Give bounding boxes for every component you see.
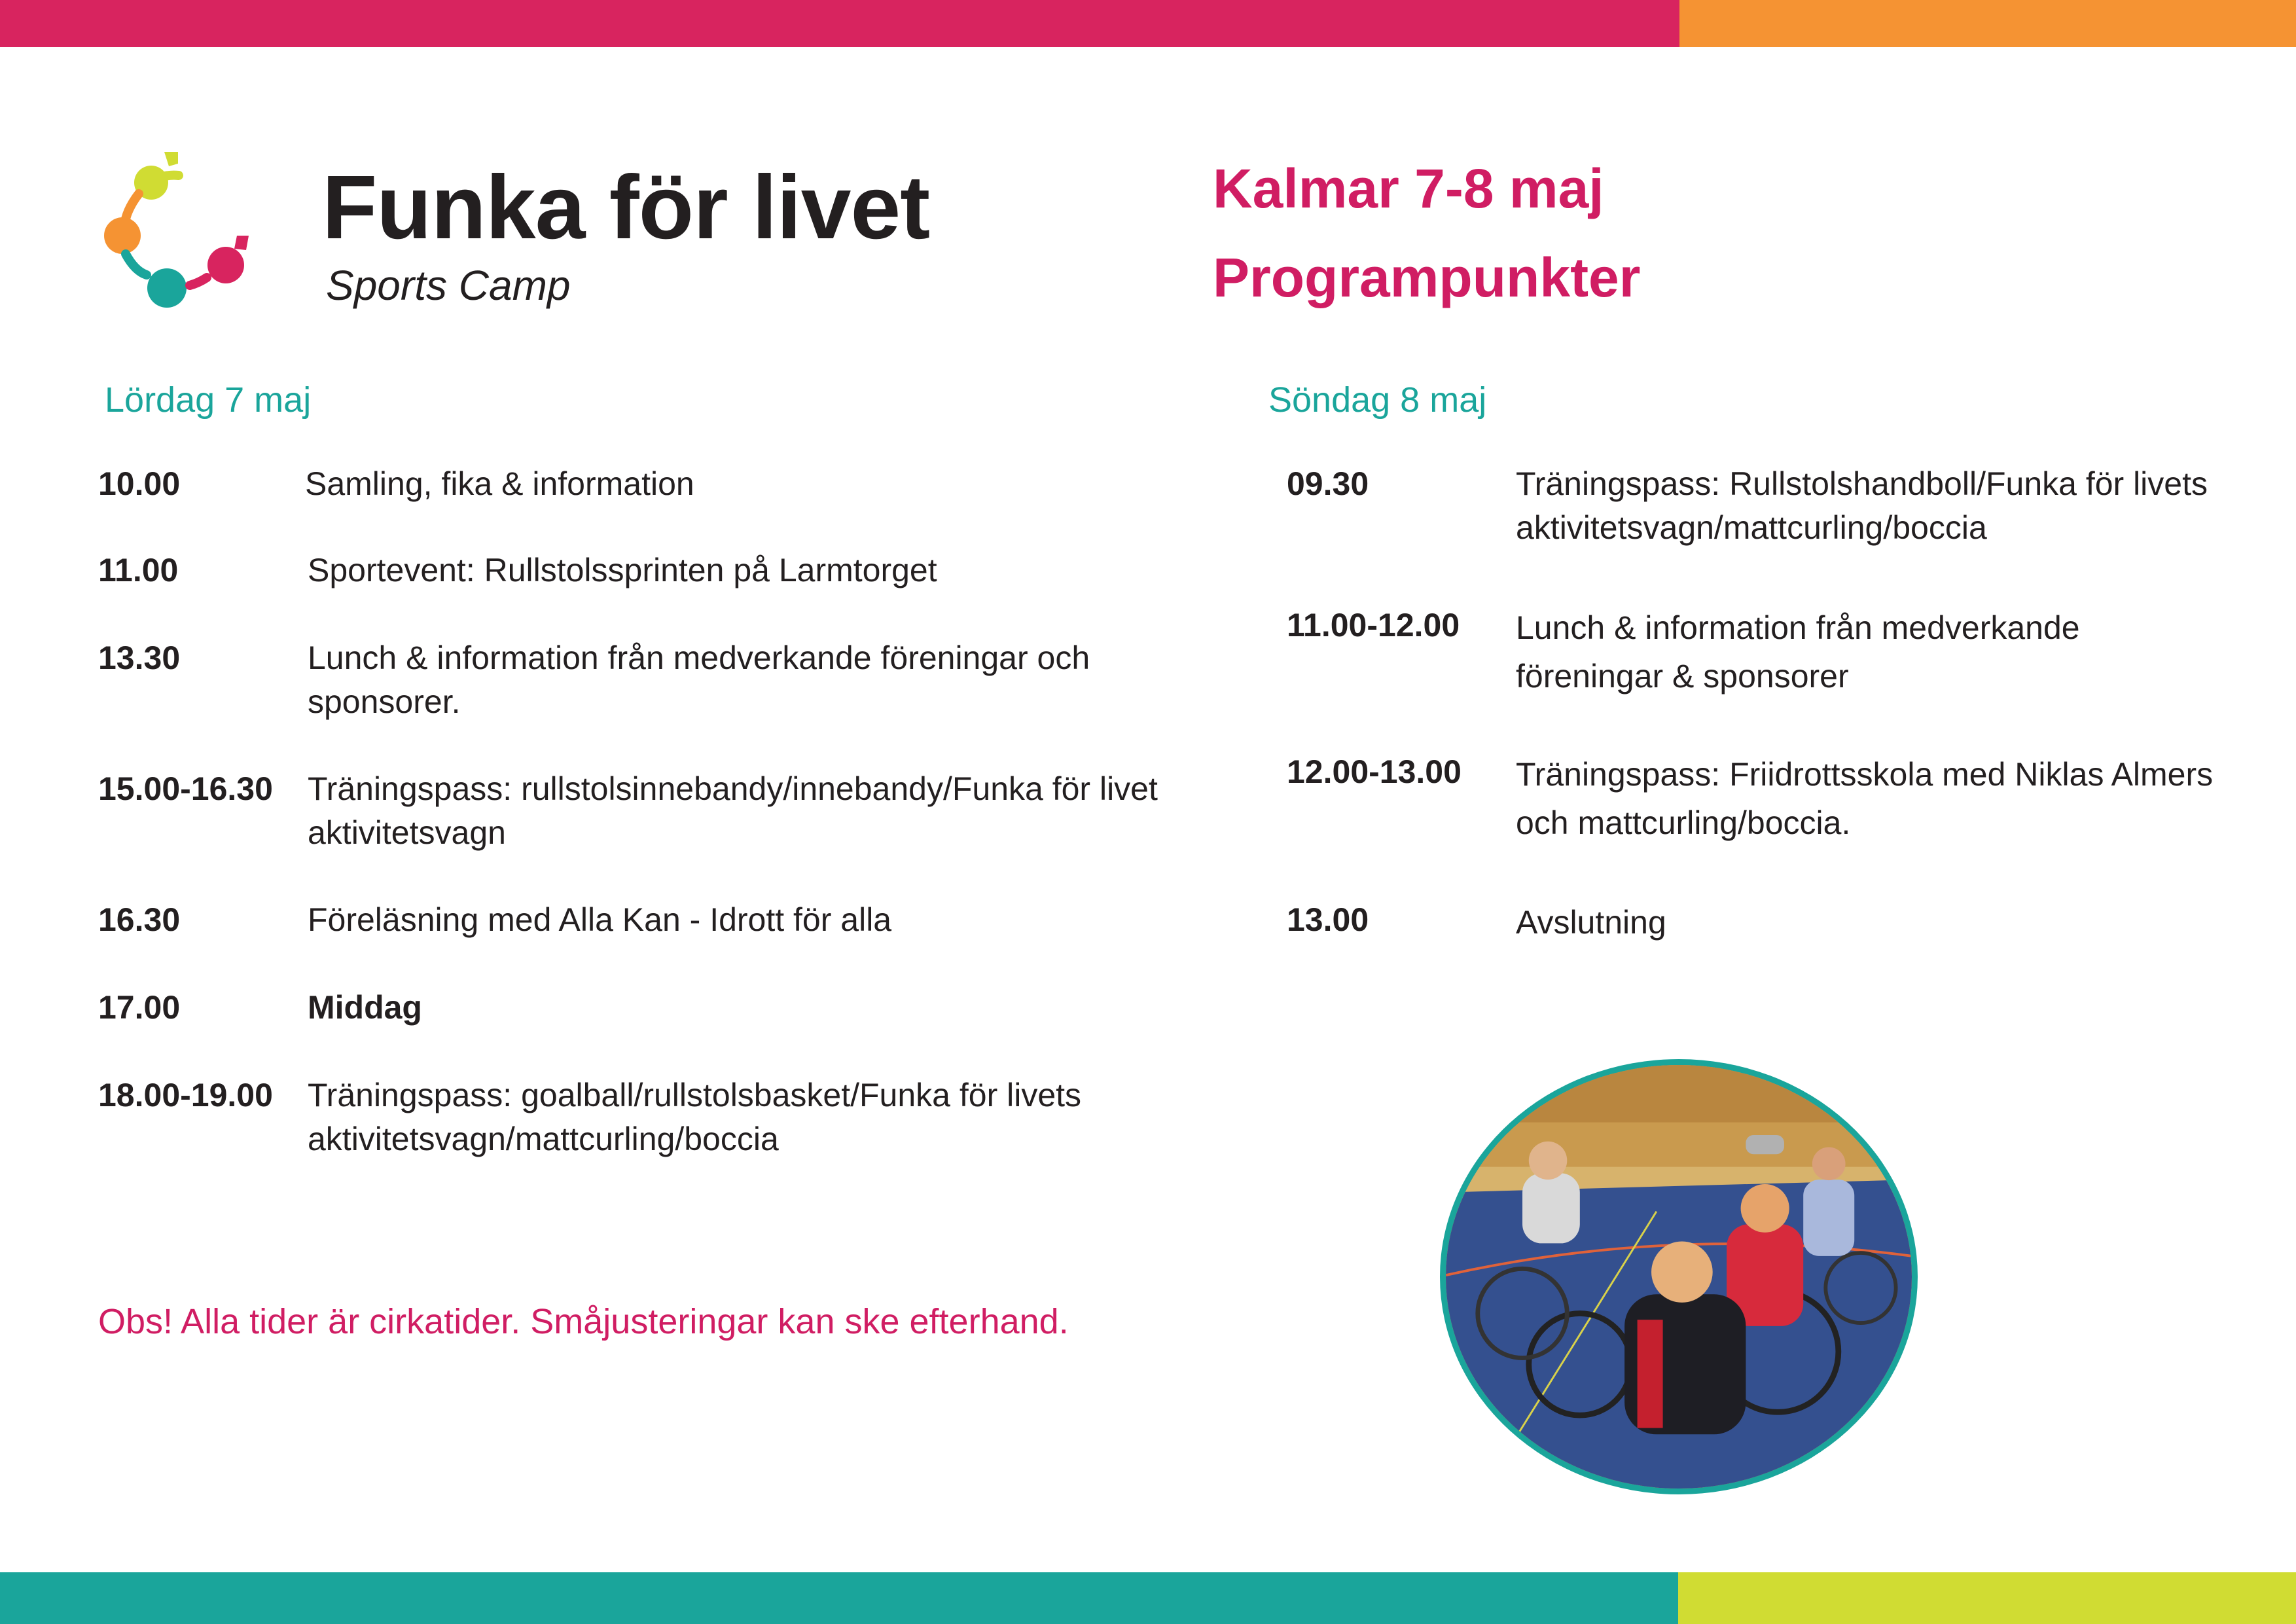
schedule-text: Föreläsning med Alla Kan - Idrott för alla [308, 901, 892, 938]
brand-title: Funka för livet [322, 157, 930, 258]
event-headline-program: Programpunkter [1213, 247, 1641, 308]
event-headline-location: Kalmar 7-8 maj [1213, 158, 1604, 219]
schedule-time: 11.00-12.00 [1287, 607, 1460, 643]
schedule-time: 13.00 [1287, 901, 1369, 938]
schedule-text: Avslutning [1516, 904, 1666, 941]
schedule-text: Sportevent: Rullstolssprinten på Larmtorget [308, 552, 937, 588]
schedule-text: Träningspass: Friidrottsskola med Niklas Almers och mattcurling/boccia. [1516, 756, 2214, 841]
schedule-time: 12.00-13.00 [1287, 753, 1462, 790]
schedule-text: Lunch & information från medverkande föreningar och sponsorer. [308, 640, 1090, 720]
schedule-time: 15.00-16.30 [98, 770, 273, 807]
sunday-heading: Söndag 8 maj [1268, 380, 1487, 420]
top-color-bar-orange [1679, 0, 2296, 47]
schedule-text: Middag [308, 989, 422, 1026]
schedule-time: 16.30 [98, 901, 181, 938]
schedule-text: Samling, fika & information [305, 465, 694, 502]
schedule-text: Träningspass: Rullstolshandboll/Funka för livets aktivitetsvagn/mattcurling/boccia [1516, 465, 2208, 546]
saturday-heading: Lördag 7 maj [105, 380, 312, 420]
top-color-bar-pink [0, 0, 1679, 47]
schedule-text: Träningspass: rullstolsinnebandy/innebandy/Funka för livet aktivitetsvagn [308, 770, 1158, 851]
bottom-color-bar-teal [0, 1572, 1678, 1624]
bottom-color-bar-lime [1678, 1572, 2296, 1624]
schedule-text: Träningspass: goalball/rullstolsbasket/Funka för livets aktivitetsvagn/mattcurling/boccia [308, 1077, 1082, 1157]
schedule-text: Lunch & information från medverkande föreningar & sponsorer [1516, 609, 2080, 695]
schedule-time: 10.00 [98, 465, 181, 502]
schedule-time: 13.30 [98, 640, 181, 676]
schedule-time: 18.00-19.00 [98, 1077, 273, 1113]
schedule-time: 09.30 [1287, 465, 1369, 502]
photo-illustration [1446, 1065, 1912, 1489]
wheelchair-sports-photo [1440, 1059, 1918, 1494]
brand-subtitle: Sports Camp [326, 262, 571, 309]
schedule-time: 11.00 [98, 552, 179, 588]
funka-logo-icon [92, 144, 268, 321]
disclaimer-note: Obs! Alla tider är cirkatider. Småjusteringar kan ske efterhand. [98, 1302, 1069, 1341]
schedule-time: 17.00 [98, 989, 181, 1026]
